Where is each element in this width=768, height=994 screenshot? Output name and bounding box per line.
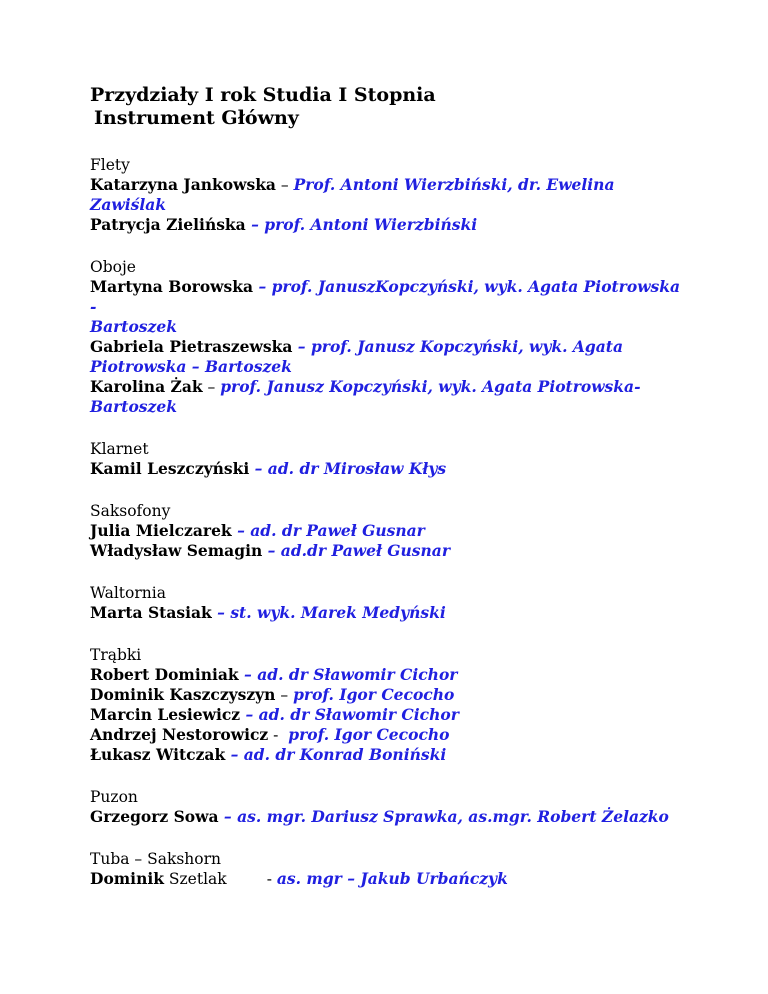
- instrument-heading: Trąbki: [90, 646, 142, 664]
- separator: –: [275, 176, 294, 194]
- student-name: Robert Dominiak: [90, 665, 239, 684]
- student-name: Łukasz Witczak: [90, 745, 226, 764]
- assignment-row-continued: [90, 317, 690, 337]
- separator: –: [238, 665, 258, 684]
- separator: –: [292, 337, 311, 356]
- assignment-row: [90, 745, 690, 765]
- section-trabki: [90, 645, 690, 765]
- separator: –: [231, 521, 251, 540]
- assignment-row: [90, 521, 690, 541]
- student-name: Gabriela Pietraszewska: [90, 337, 293, 356]
- assignment-row: [90, 459, 690, 479]
- student-name: Marcin Lesiewicz: [90, 705, 241, 724]
- student-surname: Szetlak: [163, 870, 227, 888]
- title-line-1: Przydziały I rok Studia I Stopnia: [90, 84, 436, 106]
- instrument-heading: Klarnet: [90, 440, 149, 458]
- teacher-name: ad.dr Paweł Gusnar: [280, 541, 451, 560]
- instrument-heading: Puzon: [90, 788, 138, 806]
- student-name: Dominik Kaszczyszyn: [90, 685, 276, 704]
- section-waltornia: [90, 583, 690, 623]
- teacher-name-continued: Bartoszek: [90, 397, 177, 416]
- teacher-name: prof. Janusz Kopczyński, wyk. Agata Piotrowska-: [220, 377, 641, 396]
- teacher-name: st. wyk. Marek Medyński: [230, 603, 446, 622]
- student-name: Kamil Leszczyński: [90, 459, 250, 478]
- separator: –: [240, 705, 259, 724]
- student-name: Patrycja Zielińska: [90, 215, 246, 234]
- section-oboje: [90, 257, 690, 417]
- instrument-heading: Tuba – Sakshorn: [90, 850, 222, 868]
- teacher-name-continued: Piotrowska – Bartoszek: [90, 357, 292, 376]
- separator: -: [268, 726, 289, 744]
- teacher-name: prof. Antoni Wierzbiński: [264, 215, 478, 234]
- student-name: Dominik: [90, 869, 164, 888]
- teacher-name: as. mgr. Dariusz Sprawka, as.mgr. Robert Żelazko: [237, 807, 669, 826]
- assignment-row: [90, 377, 690, 397]
- page-title: [90, 84, 690, 130]
- teacher-name: ad. dr Sławomir Cichor: [257, 665, 458, 684]
- assignment-row: [90, 869, 690, 889]
- instrument-heading: Flety: [90, 156, 130, 174]
- instrument-heading: Saksofony: [90, 502, 171, 520]
- assignment-row: [90, 685, 690, 705]
- separator: –: [218, 807, 238, 826]
- teacher-name: prof. Igor Cecocho: [288, 725, 450, 744]
- separator: –: [275, 686, 294, 704]
- student-name: Władysław Semagin: [90, 541, 263, 560]
- student-name: Katarzyna Jankowska: [90, 175, 276, 194]
- section-saksofony: [90, 501, 690, 561]
- student-name: Marta Stasiak: [90, 603, 212, 622]
- separator: –: [225, 745, 244, 764]
- separator: –: [202, 378, 221, 396]
- teacher-name: prof. JanuszKopczyński, wyk. Agata Piotrowska -: [90, 277, 681, 316]
- instrument-heading: Oboje: [90, 258, 136, 276]
- assignment-row: [90, 725, 690, 745]
- assignment-row: [90, 337, 690, 357]
- student-name: Grzegorz Sowa: [90, 807, 219, 826]
- section-tuba: [90, 849, 690, 889]
- teacher-name: Prof. Antoni Wierzbiński, dr. Ewelina Zawiślak: [90, 175, 615, 214]
- assignment-row: [90, 541, 690, 561]
- teacher-name: ad. dr Mirosław Kłys: [267, 459, 447, 478]
- section-puzon: [90, 787, 690, 827]
- student-name: Karolina Żak: [90, 377, 203, 396]
- separator: –: [245, 215, 265, 234]
- instrument-heading: Waltornia: [90, 584, 166, 602]
- assignment-row: [90, 807, 690, 827]
- teacher-name: ad. dr Sławomir Cichor: [258, 705, 459, 724]
- assignment-row-continued: [90, 397, 690, 417]
- separator: –: [211, 603, 231, 622]
- document-page: [90, 84, 690, 889]
- section-flety: [90, 155, 690, 235]
- teacher-name: as. mgr – Jakub Urbańczyk: [276, 869, 508, 888]
- student-name: Martyna Borowska: [90, 277, 254, 296]
- separator: -: [266, 870, 277, 888]
- assignment-row: [90, 705, 690, 725]
- teacher-name: ad. dr Paweł Gusnar: [250, 521, 425, 540]
- section-klarnet: [90, 439, 690, 479]
- teacher-name-continued: Bartoszek: [90, 317, 177, 336]
- teacher-name: ad. dr Konrad Boniński: [243, 745, 447, 764]
- student-name: Julia Mielczarek: [90, 521, 232, 540]
- assignment-row: [90, 277, 690, 317]
- separator: –: [253, 277, 272, 296]
- title-line-2: Instrument Główny: [94, 107, 299, 129]
- separator: –: [249, 459, 268, 478]
- teacher-name: prof. Igor Cecocho: [293, 685, 455, 704]
- assignment-row: [90, 665, 690, 685]
- assignment-row: [90, 215, 690, 235]
- assignment-row: [90, 603, 690, 623]
- student-name: Andrzej Nestorowicz: [90, 725, 269, 744]
- separator: –: [262, 541, 281, 560]
- assignment-row-continued: [90, 357, 690, 377]
- assignment-row: [90, 175, 690, 215]
- teacher-name: prof. Janusz Kopczyński, wyk. Agata: [310, 337, 623, 356]
